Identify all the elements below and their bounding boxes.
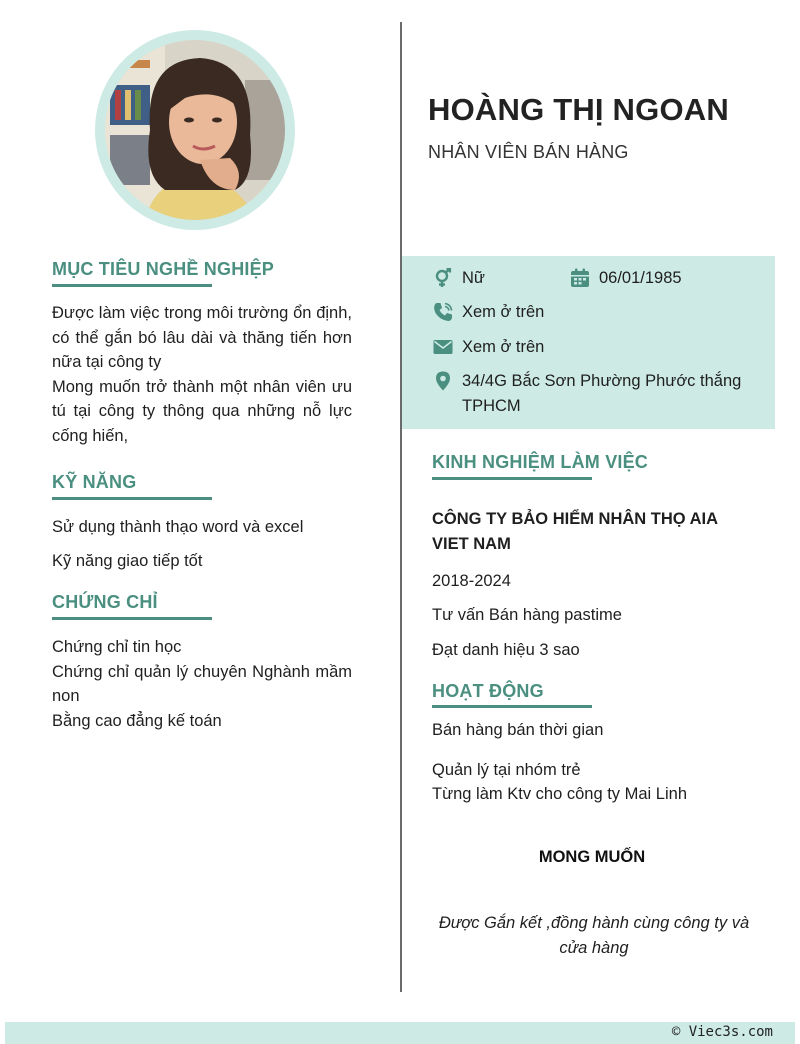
- calendar-icon: [569, 267, 591, 289]
- activities-underline: [432, 705, 592, 708]
- address-line-1: 34/4G Bắc Sơn Phường Phước thắng: [462, 372, 742, 390]
- certificate-item: Bằng cao đẳng kế toán: [52, 711, 222, 730]
- contact-birthday: [569, 266, 682, 291]
- skill-item: Kỹ năng giao tiếp tốt: [52, 552, 203, 570]
- certificates-underline: [52, 617, 212, 620]
- skills-underline: [52, 497, 212, 500]
- activities-title: HOẠT ĐỘNG: [432, 681, 544, 701]
- contact-address: [432, 369, 762, 418]
- contact-gender: [432, 266, 485, 291]
- wishes-text: Được Gắn kết ,đồng hành cùng công ty và cửa hàng: [438, 914, 750, 957]
- certificate-item: Chứng chỉ quản lý chuyên Nghành mầm non: [52, 662, 352, 705]
- email-icon: [432, 336, 454, 358]
- experience-title: KINH NGHIỆM LÀM VIỆC: [432, 452, 649, 472]
- certificates-title: CHỨNG CHỈ: [52, 592, 158, 612]
- experience-underline: [432, 477, 592, 480]
- footer-credit: © Viec3s.com: [671, 1024, 773, 1040]
- contact-phone: [432, 300, 544, 325]
- gender-value: Nữ: [462, 269, 485, 287]
- activity-item: Quản lý tại nhóm trẻ: [432, 761, 581, 779]
- address-value: [462, 369, 762, 418]
- column-divider: [400, 22, 402, 992]
- wishes-title: MONG MUỐN: [538, 848, 646, 866]
- certificate-item: Chứng chỉ tin học: [52, 638, 182, 656]
- activity-item: Bán hàng bán thời gian: [432, 721, 604, 739]
- objective-line-1: Được làm việc trong môi trường ổn định, có thể gắn bó lâu dài và thăng tiến hơn nữa tại công ty: [52, 304, 352, 371]
- activity-item: Từng làm Ktv cho công ty Mai Linh: [432, 785, 687, 803]
- email-value: Xem ở trên: [462, 338, 545, 356]
- experience-role: Tư vấn Bán hàng pastime: [432, 606, 622, 624]
- address-line-2: TPHCM: [462, 396, 521, 415]
- avatar: [105, 40, 285, 220]
- phone-value: Xem ở trên: [462, 303, 545, 321]
- skills-title: KỸ NĂNG: [52, 472, 137, 492]
- experience-period: 2018-2024: [432, 572, 511, 590]
- phone-icon: [432, 301, 454, 323]
- experience-achievement: Đạt danh hiệu 3 sao: [432, 641, 580, 659]
- objective-underline: [52, 284, 212, 287]
- location-pin-icon: [432, 370, 454, 392]
- birthday-value: 06/01/1985: [599, 269, 682, 287]
- footer-bar: [5, 1022, 795, 1044]
- certificates-list: [52, 635, 352, 733]
- profile-job-title: NHÂN VIÊN BÁN HÀNG: [428, 142, 629, 162]
- experience-company: CÔNG TY BẢO HIỂM NHÂN THỌ AIA VIET NAM: [432, 510, 718, 553]
- gender-icon: [432, 267, 454, 289]
- contact-email: [432, 335, 544, 360]
- objective-text: [52, 301, 352, 448]
- skill-item: Sử dụng thành thạo word và excel: [52, 518, 304, 536]
- profile-name: HOÀNG THỊ NGOAN: [428, 92, 729, 127]
- objective-title: MỤC TIÊU NGHỀ NGHIỆP: [52, 259, 275, 279]
- objective-line-2: Mong muốn trở thành một nhân viên ưu tú tại công ty thông qua những nỗ lực cống hiến,: [52, 377, 352, 445]
